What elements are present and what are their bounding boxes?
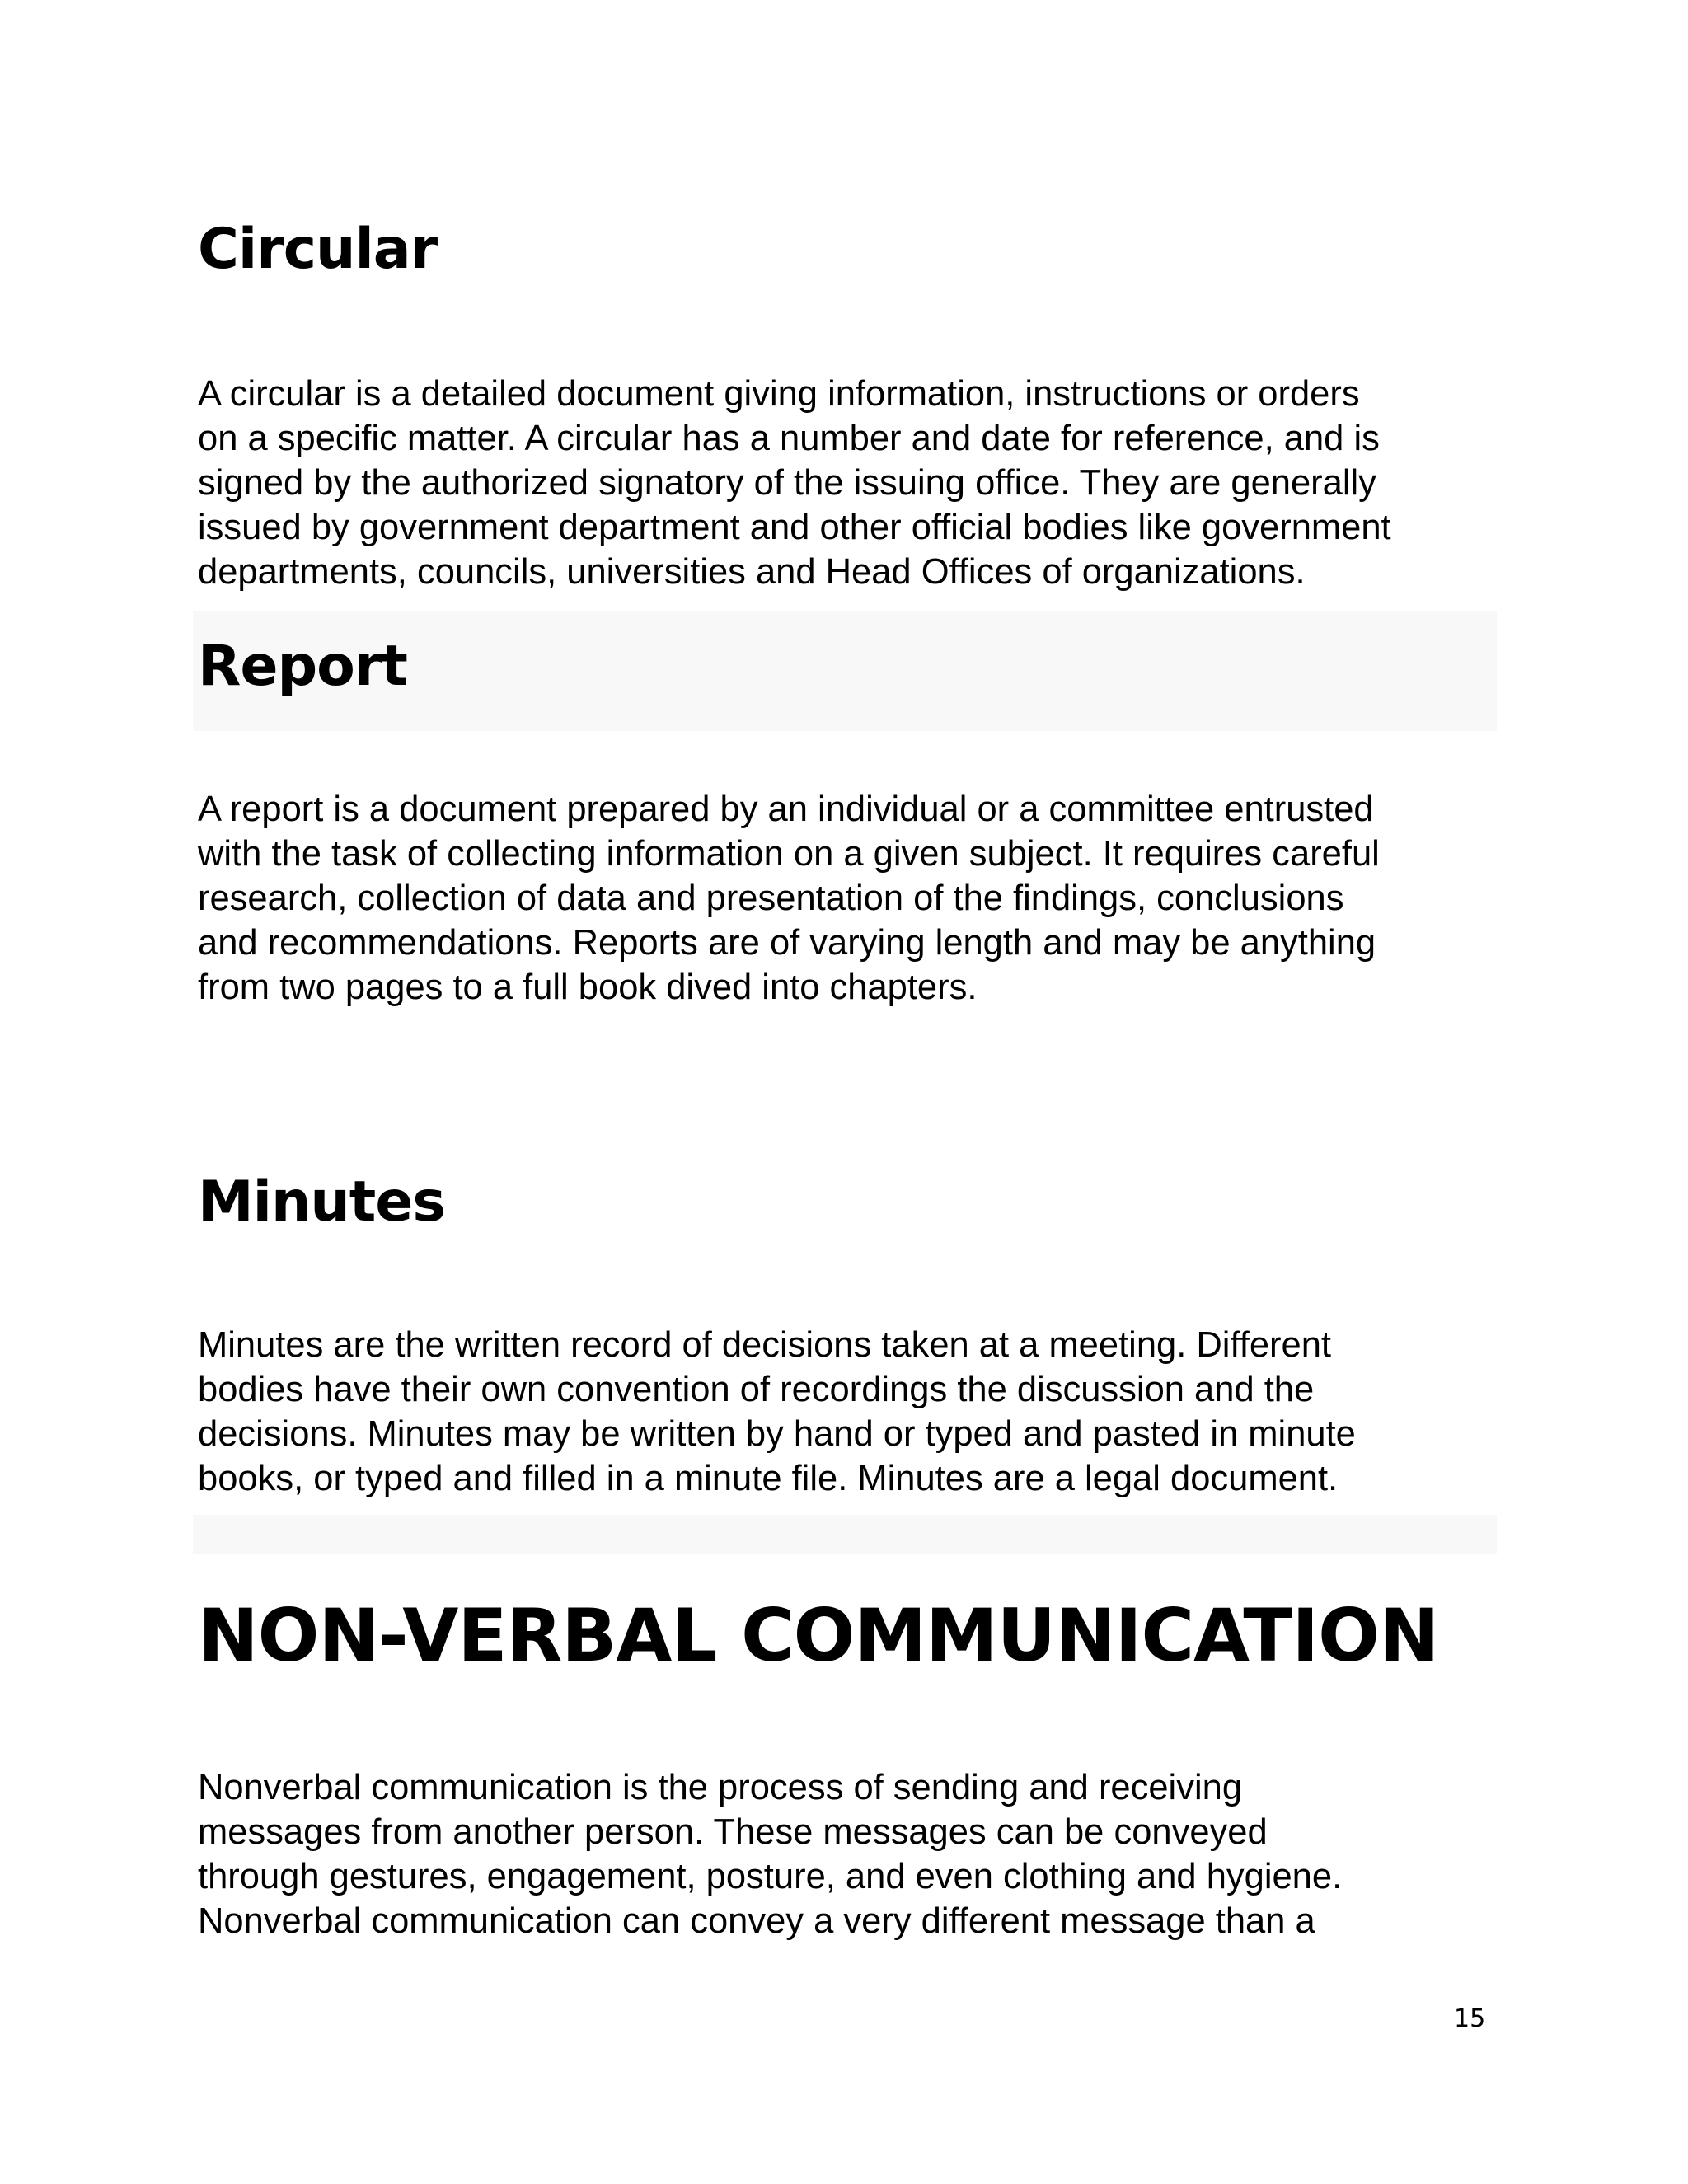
heading-circular: Circular <box>198 217 438 282</box>
paragraph-line: decisions. Minutes may be written by hand or typed and pasted in minute <box>198 1414 1356 1454</box>
paragraph-line: from two pages to a full book dived into chapters. <box>198 968 978 1007</box>
heading-minutes: Minutes <box>198 1169 445 1235</box>
paragraph-line: A report is a document prepared by an individual or a committee entrusted <box>198 790 1374 829</box>
heading-report: Report <box>198 634 407 699</box>
paragraph-line: research, collection of data and presentation of the findings, conclusions <box>198 879 1344 918</box>
paragraph-report <box>198 787 1500 1010</box>
paragraph-line: and recommendations. Reports are of varying length and may be anything <box>198 923 1376 963</box>
paragraph-line: through gestures, engagement, posture, and even clothing and hygiene. <box>198 1857 1343 1896</box>
heading-nonverbal: NON-VERBAL COMMUNICATION <box>198 1593 1439 1678</box>
paragraph-line: on a specific matter. A circular has a number and date for reference, and is <box>198 419 1380 458</box>
paragraph-line: Nonverbal communication is the process of sending and receiving <box>198 1768 1243 1807</box>
paragraph-line: A circular is a detailed document giving information, instructions or orders <box>198 374 1360 414</box>
paragraph-line: messages from another person. These messages can be conveyed <box>198 1812 1268 1852</box>
paragraph-line: departments, councils, universities and Head Offices of organizations. <box>198 552 1306 592</box>
page-number: 15 <box>1454 2004 1486 2033</box>
paragraph-line: books, or typed and filled in a minute file. Minutes are a legal document. <box>198 1459 1339 1498</box>
paragraph-line: bodies have their own convention of recordings the discussion and the <box>198 1370 1315 1409</box>
paragraph-circular <box>198 372 1500 594</box>
paragraph-line: with the task of collecting information on a given subject. It requires careful <box>198 834 1380 874</box>
paragraph-line: issued by government department and other official bodies like government <box>198 508 1391 547</box>
paragraph-line: signed by the authorized signatory of the issuing office. They are generally <box>198 463 1376 503</box>
paragraph-line: Nonverbal communication can convey a very different message than a <box>198 1901 1315 1941</box>
paragraph-minutes <box>198 1323 1500 1501</box>
paragraph-nonverbal <box>198 1765 1500 1943</box>
paragraph-line: Minutes are the written record of decisions taken at a meeting. Different <box>198 1325 1331 1365</box>
separator-band <box>193 1515 1497 1554</box>
